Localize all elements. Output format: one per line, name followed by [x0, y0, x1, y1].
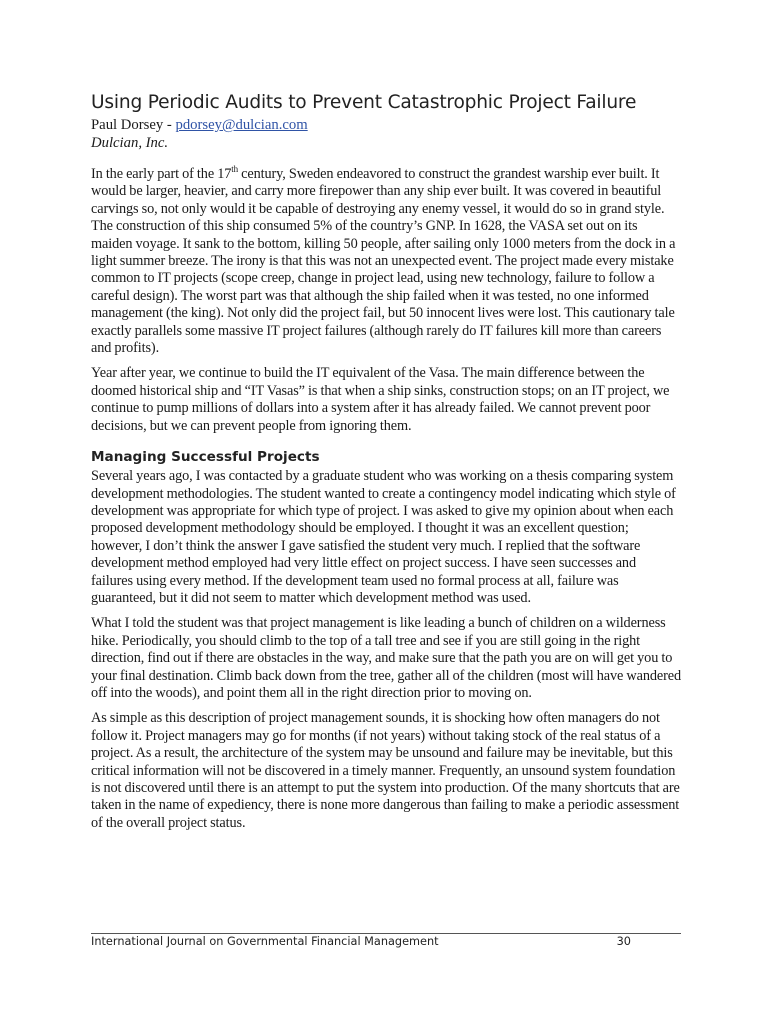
article-title: Using Periodic Audits to Prevent Catastrophic Project Failure: [91, 92, 637, 113]
author-name: Paul Dorsey: [91, 117, 164, 133]
intro-p1-start: In the early part of the 17: [91, 166, 232, 182]
page-footer: [91, 933, 681, 948]
byline: [91, 117, 681, 135]
intro-p1-rest: century, Sweden endeavored to construct the grandest warship ever built. It would be larger, heavier, and carry more firepower than any ship ever built. It was covered in beautiful carvings so, not only would it be capable of destroying any enemy vessel, it would do so in grand style. The construction of this ship consumed 5% of the country’s GNP. In 1628, the VASA set out on its maiden voyage. It sank to the bottom, killing 50 people, after sailing only 1000 meters from the dock in a light summer breeze. The irony is that this was not an unexpected event. The project made every mistake common to IT projects (scope creep, change in project lead, using new technology, failure to follow a careful design). The worst part was that although the ship failed when it was tested, no one informed management (the king). Not only did the project fail, but 50 innocent lives were lost. This cautionary tale exactly parallels some massive IT project failures (although rarely do IT failures kill more than careers and profits).: [91, 166, 676, 357]
section-paragraph-2: What I told the student was that project management is like leading a bunch of children on a wilderness hike. Periodically, you should climb to the top of a tall tree and see if you are still going in the right direction, find out if there are obstacles in the way, and make sure that the path you are on will get you to your final destination. Climb back down from the tree, gather all of the children (most will have wandered off into the woods), and point them all in the right direction prior to moving on.: [91, 615, 682, 701]
journal-name: International Journal on Governmental Financial Management: [91, 935, 439, 948]
author-email-link[interactable]: pdorsey@dulcian.com: [175, 117, 308, 133]
ordinal-superscript: th: [231, 164, 239, 175]
article-body: [91, 92, 681, 840]
intro-paragraph-2: Year after year, we continue to build the IT equivalent of the Vasa. The main difference between the doomed historical ship and “IT Vasas” is that when a ship sinks, construction stops; on an IT project, we continue to pump millions of dollars into a system after it has already failed. We cannot prevent poor decisions, but we can prevent people from ignoring them.: [91, 365, 670, 434]
author-organization: Dulcian, Inc.: [91, 134, 169, 151]
byline-separator: -: [163, 117, 176, 133]
section-paragraph-1: Several years ago, I was contacted by a graduate student who was working on a thesis comparing system development methodologies. The student wanted to create a contingency model indicating which style of development was appropriate for which type of project. I was asked to give my opinion about when each proposed development methodology should be employed. I thought it was an excellent question; however, I don’t think the answer I gave satisfied the student very much. I replied that the software development method employed had very little effect on project success. I have seen successes and failures using every method. If the development team used no formal process at all, failure was guaranteed, but it did not seem to matter which development method was used.: [91, 468, 676, 606]
section-paragraph-3: As simple as this description of project management sounds, it is shocking how often managers do not follow it. Project managers may go for months (if not years) without taking stock of the real status of a project. As a result, the architecture of the system may be unsound and failure may be inevitable, but this critical information will not be discovered in a timely manner. Frequently, an unsound system foundation is not discovered until there is an attempt to put the system into production. Of the many shortcuts that are taken in the name of expediency, there is none more dangerous than failing to make a periodic assessment of the overall project status.: [91, 710, 680, 831]
section-heading: Managing Successful Projects: [91, 449, 320, 466]
page-number: 30: [616, 935, 631, 948]
intro-paragraph-1: [91, 166, 681, 357]
